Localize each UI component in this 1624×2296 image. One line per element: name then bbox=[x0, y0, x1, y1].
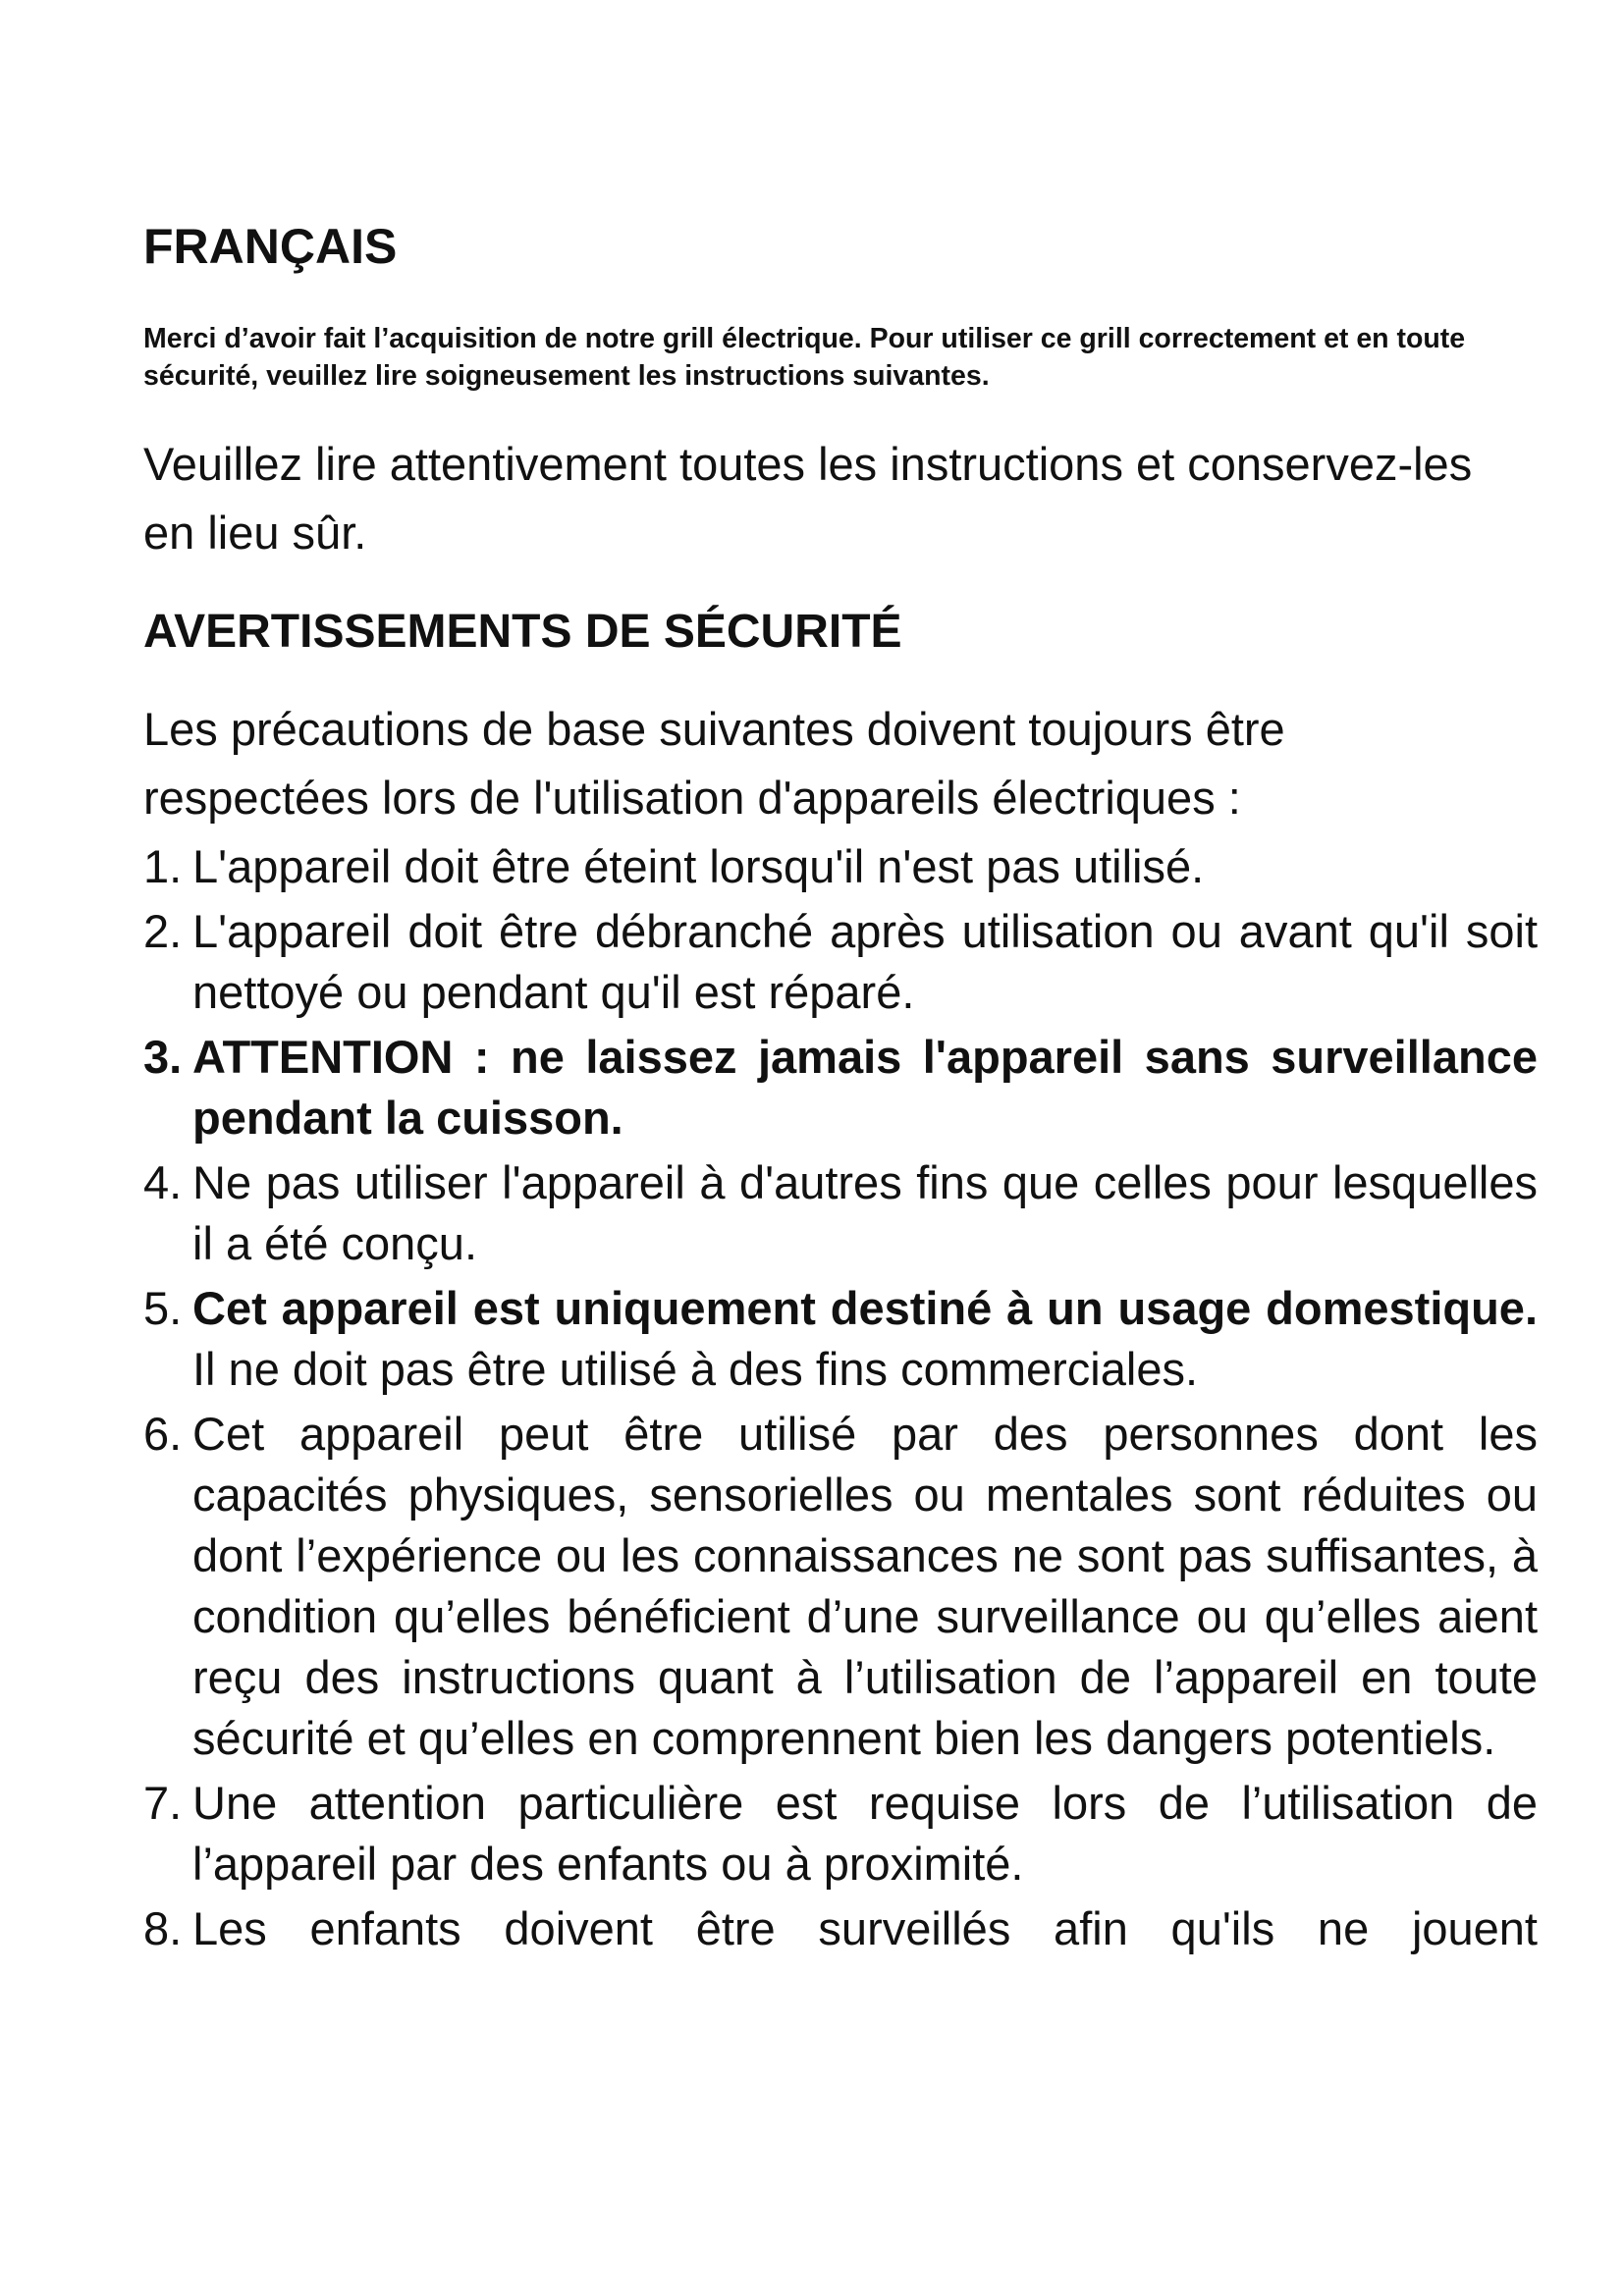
safety-list bbox=[143, 836, 1538, 1963]
item-number: 8. bbox=[143, 1902, 183, 1954]
item-bold-text: Cet appareil est uniquement destiné à un usage domestique. bbox=[192, 1282, 1538, 1334]
item-text: Une attention particulière est requise lors de l’utilisation de l’appareil par des enfants ou à proximité. bbox=[192, 1777, 1538, 1890]
safety-item-2 bbox=[143, 901, 1538, 1023]
item-number: 5. bbox=[143, 1282, 183, 1334]
item-text: Il ne doit pas être utilisé à des fins commerciales. bbox=[192, 1343, 1199, 1395]
safety-item-6 bbox=[143, 1404, 1538, 1769]
safety-warnings-heading: AVERTISSEMENTS DE SÉCURITÉ bbox=[143, 606, 902, 658]
safety-item-3 bbox=[143, 1027, 1538, 1148]
language-heading: FRANÇAIS bbox=[143, 219, 398, 274]
item-number: 3. bbox=[143, 1031, 183, 1083]
item-text: Les enfants doivent être surveillés afin qu'ils ne jouent bbox=[192, 1902, 1538, 1954]
item-text: Cet appareil peut être utilisé par des personnes dont les capacités physiques, sensorielles ou mentales sont réduites ou dont l’expérience ou les connaissances ne sont pas suffisantes, à condition qu’elles bénéficient d’une surveillance ou qu’elles aient reçu des instructions quant à l’utilisation de l’appareil en toute sécurité et qu’elles en comprennent bien les dangers potentiels. bbox=[192, 1408, 1538, 1764]
safety-item-7 bbox=[143, 1773, 1538, 1895]
safety-item-8 bbox=[143, 1898, 1538, 1959]
safety-item-1 bbox=[143, 836, 1538, 897]
read-instructions-paragraph: Veuillez lire attentivement toutes les instructions et conservez-les en lieu sûr. bbox=[143, 438, 1473, 559]
item-number: 2. bbox=[143, 905, 183, 957]
item-number: 7. bbox=[143, 1777, 183, 1829]
item-text: L'appareil doit être éteint lorsqu'il n'est pas utilisé. bbox=[192, 840, 1205, 892]
precautions-paragraph: Les précautions de base suivantes doivent toujours être respectées lors de l'utilisation d'appareils électriques : bbox=[143, 703, 1285, 824]
item-text: ATTENTION : ne laissez jamais l'appareil sans surveillance pendant la cuisson. bbox=[192, 1031, 1538, 1144]
safety-item-4 bbox=[143, 1152, 1538, 1274]
item-number: 4. bbox=[143, 1156, 183, 1208]
item-text: L'appareil doit être débranché après utilisation ou avant qu'il soit nettoyé ou pendant qu'il est réparé. bbox=[192, 905, 1538, 1018]
intro-paragraph: Merci d’avoir fait l’acquisition de notre grill électrique. Pour utiliser ce grill correctement et en toute sécurité, veuillez lire soigneusement les instructions suivantes. bbox=[143, 323, 1466, 393]
item-text: Ne pas utiliser l'appareil à d'autres fins que celles pour lesquelles il a été conçu. bbox=[192, 1156, 1538, 1269]
item-number: 1. bbox=[143, 840, 183, 892]
item-number: 6. bbox=[143, 1408, 183, 1460]
safety-item-5 bbox=[143, 1278, 1538, 1400]
